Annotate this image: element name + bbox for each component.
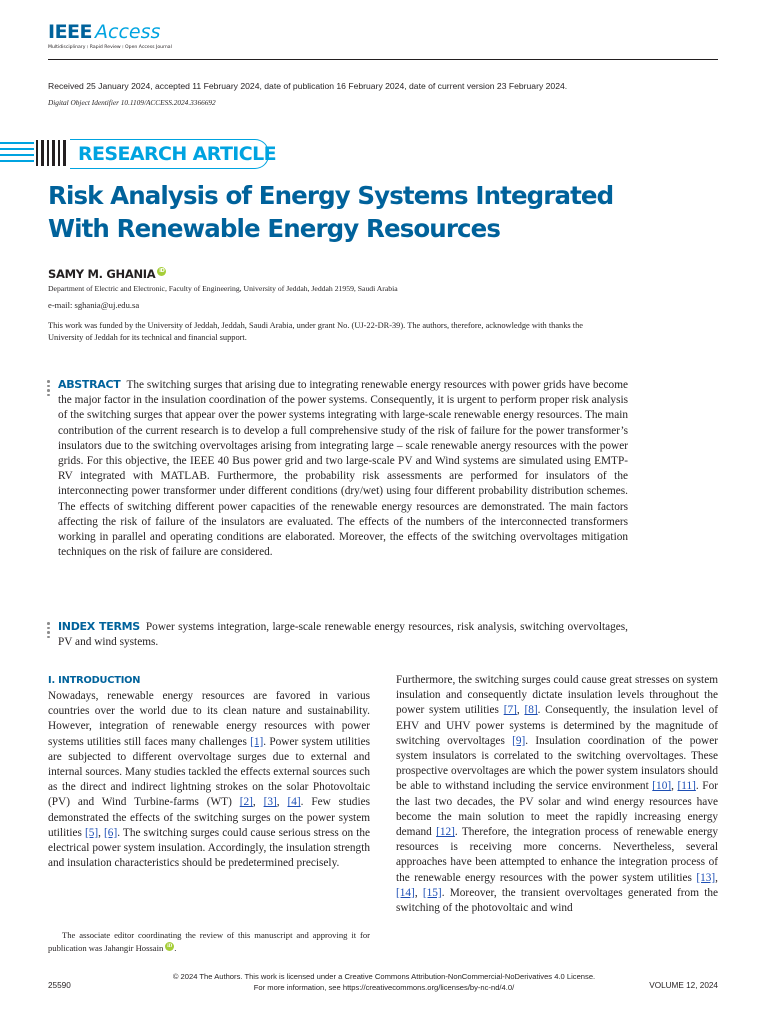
body-text: ,: [414, 886, 423, 899]
editor-orcid-icon[interactable]: iD: [167, 944, 173, 949]
citation-link[interactable]: [3]: [263, 796, 277, 809]
body-text: . Insulation coordination of the power system insulators is correlated to the switching overvoltages. These prospective overvoltages are which the power system insulators should be able to withstand including the service environment: [396, 734, 718, 793]
banner-stripes-icon: [0, 137, 70, 169]
body-text: . Few studies demonstrated the effects of the switching surges on the power system utilities: [48, 796, 371, 839]
body-text: . For the last two decades, the PV solar and wind energy resources have become the main solution to meet the rapidly increasing energy demand: [396, 780, 718, 839]
body-text: ,: [98, 826, 105, 839]
license-notice: [140, 971, 628, 993]
section-heading-introduction: I. INTRODUCTION: [48, 675, 141, 686]
body-text: . Therefore, the integration process of renewable energy resources is receiving more concerns. Nevertheless, several approaches have been attempted to enhance the integration process of the renewable energy resources with the power system utilities: [396, 826, 718, 884]
body-text: . Moreover, the transient overvoltages generated from the switching of the photovoltaic and wind: [396, 886, 719, 915]
index-terms: [58, 619, 628, 650]
intro-paragraph-right: [396, 673, 718, 916]
body-text: Nowadays, renewable energy resources are favored in various countries over the world due to its clean nature and sustainability. However, integration of renewable energy resources with power systems utilities still faces many challenges: [48, 690, 370, 748]
body-text: ,: [252, 796, 264, 809]
article-title: Risk Analysis of Energy Systems Integrated With Renewable Energy Resources: [48, 181, 614, 243]
logo-ieee: IEEE: [48, 21, 93, 43]
author-name: [48, 267, 166, 281]
header-rule: [48, 59, 718, 60]
article-type-label: RESEARCH ARTICLE: [78, 143, 277, 165]
editor-footnote: The associate editor coordinating the review of this manuscript and approving it for publication was Jahangir Hossain iD .: [48, 930, 370, 953]
editor-footnote-text: The associate editor coordinating the review of this manuscript and approving it for publication was Jahangir Hossain: [48, 930, 370, 953]
funding-note: This work was funded by the University of Jeddah, Jeddah, Saudi Arabia, under grant No. (UJ-22-DR-39). The authors, therefore, acknowledge with thanks the University of Jeddah for its technical and financial support.: [48, 321, 584, 342]
citation-link[interactable]: [11]: [677, 780, 696, 793]
body-text: ,: [671, 780, 678, 793]
citation-link[interactable]: [15]: [422, 886, 442, 899]
doi-line: [48, 98, 216, 107]
received-dates: Received 25 January 2024, accepted 11 February 2024, date of publication 16 February 2024, date of current version 23 February 2024.: [48, 81, 568, 91]
citation-link[interactable]: [1]: [250, 735, 264, 748]
body-text: ,: [715, 871, 718, 884]
index-terms-text: Power systems integration, large-scale renewable energy resources, risk analysis, switching overvoltages, PV and wind systems.: [58, 621, 629, 649]
license-line-2[interactable]: For more information, see https://creativecommons.org/licenses/by-nc-nd/4.0/: [253, 983, 515, 992]
abstract: [58, 377, 628, 560]
citation-link[interactable]: [9]: [512, 734, 526, 747]
license-line-1: © 2024 The Authors. This work is licensed under a Creative Commons Attribution-NonCommercial-NoDerivatives 4.0 License.: [172, 972, 596, 981]
volume-label: VOLUME 12, 2024: [649, 981, 718, 990]
orcid-icon[interactable]: iD: [159, 268, 165, 274]
doi-link[interactable]: 10.1109/ACCESS.2024.3366692: [120, 98, 216, 107]
body-text: ,: [276, 796, 288, 809]
logo-tagline: Multidisciplinary ⁝ Rapid Review ⁝ Open Access Journal: [48, 45, 172, 50]
citation-link[interactable]: [7]: [503, 704, 517, 717]
body-column-right: [396, 673, 718, 916]
author-email[interactable]: e-mail: sghania@uj.edu.sa: [48, 300, 140, 310]
citation-link[interactable]: [12]: [436, 826, 455, 839]
body-text: ,: [516, 704, 525, 717]
body-text: . The switching surges could cause serious stress on the electrical power system insulation. Accordingly, the insulation strength and insulation characteristics should be predetermined precisely.: [48, 826, 370, 870]
abstract-label: ABSTRACT: [58, 378, 121, 391]
body-text: . Consequently, the insulation level of EHV and UHV power systems is determined by the magnitude of switching overvoltages: [396, 704, 719, 747]
doi-label: Digital Object Identifier: [48, 98, 119, 107]
logo-access: Access: [95, 21, 161, 43]
journal-logo: [48, 23, 160, 42]
author-name-text: SAMY M. GHANIA: [48, 267, 156, 281]
citation-link[interactable]: [8]: [524, 704, 538, 717]
page-number: 25590: [48, 981, 71, 990]
citation-link[interactable]: [4]: [287, 796, 301, 809]
body-text: . Power system utilities are subjected to different overvoltage surges due to external and internal sources. Many studies tackled the effects external sources such as the direct and indirect lightning strokes on the solar Photovoltaic (PV) and Wind Turbine-farms (WT): [48, 735, 370, 809]
index-terms-label: INDEX TERMS: [58, 620, 140, 633]
citation-link[interactable]: [6]: [104, 826, 118, 839]
intro-paragraph-left: [48, 689, 370, 871]
abstract-text: The switching surges that arising due to integrating renewable energy resources with power grids have become the major factor in the insulation coordination of the power systems. Consequently, it is urgent to perform proper risk analysis of the switching surges that appear over the power systems integrating with large-scale renewable energy resources. The main contribution of the current research is to develop a full comprehensive study of the risk of failure for the power transformer’s insulators due to the switching overvoltages arising from integrating large – scale renewable anergy resources with the power grids. For this objective, the IEEE 40 Bus power grid and two large-scale PV and Wind systems are simulated using EMTP-RV integrated with MATLAB. Furthermore, the probability risk assessments are performed for insulators of the interconnecting power transformer under different conditions (dry/wet) using four different probability distribution schemes. The effects of switching different power capacities of the renewable energy resources are demonstrated. The main factors affecting the risk of failure of the insulators are evaluated. The effects of the numbers of the interconnected transformers working in parallel and operating conditions are elaborated. Moreover, the effects of the switching overvoltages mitigation techniques on the risk of failure are considered.: [58, 379, 628, 559]
author-affiliation: Department of Electric and Electronic, Faculty of Engineering, University of Jeddah, Jeddah 21959, Saudi Arabia: [48, 284, 398, 293]
abstract-dots-icon: [47, 380, 52, 398]
body-text: Furthermore, the switching surges could cause great stresses on system insulation and consequently dictate insulation levels throughout the power system utilities: [396, 674, 718, 717]
citation-link[interactable]: [5]: [84, 826, 99, 839]
citation-link[interactable]: [2]: [239, 796, 253, 809]
index-terms-dots-icon: [47, 622, 52, 640]
citation-link[interactable]: [14]: [396, 886, 415, 899]
citation-link[interactable]: [10]: [652, 780, 672, 793]
citation-link[interactable]: [13]: [696, 871, 716, 884]
body-column-left: [48, 673, 370, 871]
